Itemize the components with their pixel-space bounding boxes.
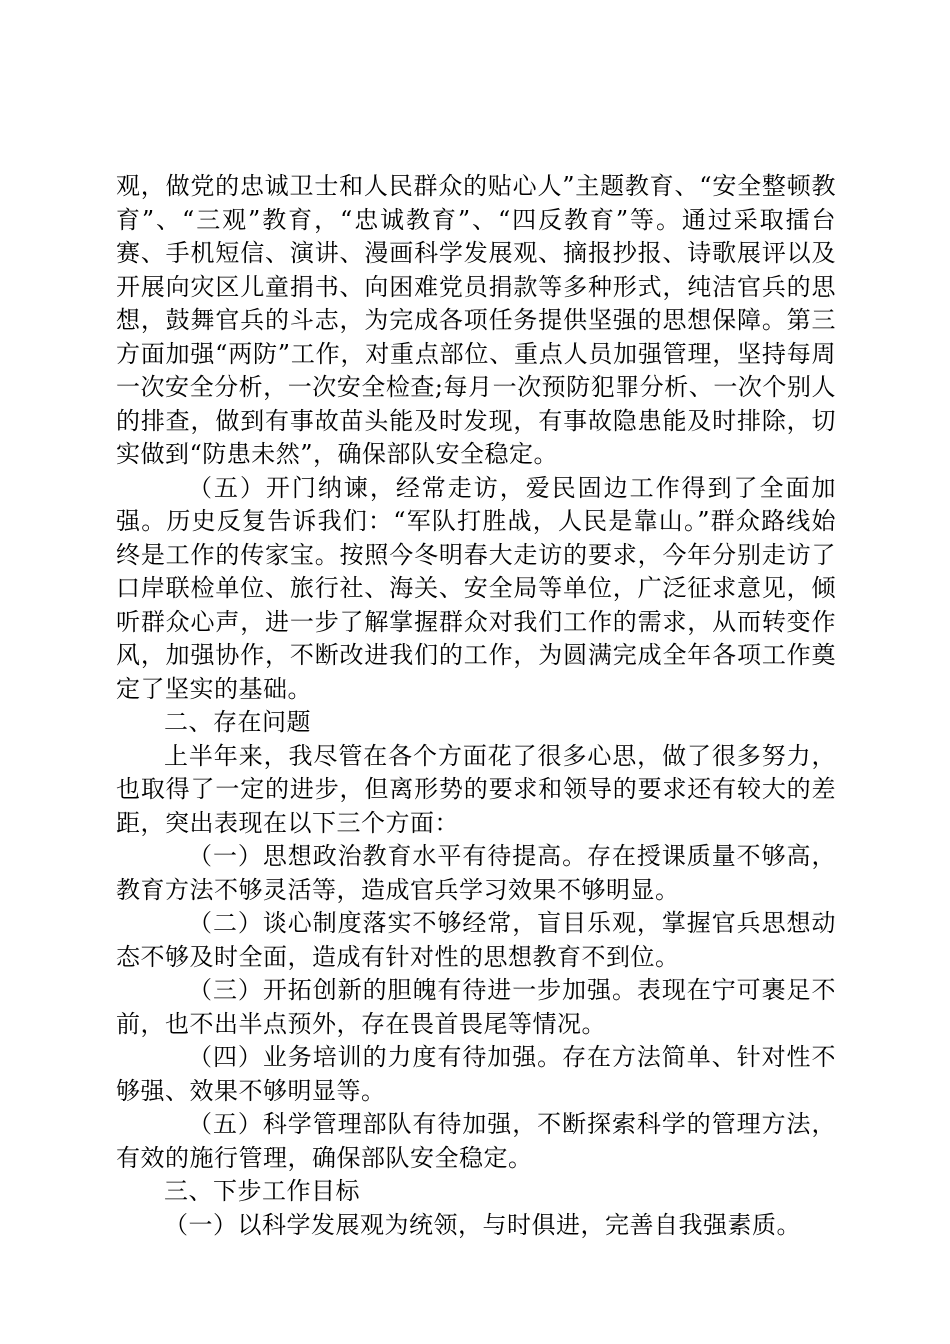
paragraph-problem-five: （五）科学管理部队有待加强，不断探索科学的管理方法，有效的施行管理，确保部队安全稳定。 [116,1110,836,1172]
paragraph-education-continued: 观，做党的忠诚卫士和人民群众的贴心人”主题教育、“安全整顿教育”、“三观”教育，“忠诚教育”、“四反教育”等。通过采取擂台赛、手机短信、演讲、漫画科学发展观、摘报抄报、诗歌展评以及开展向灾区儿童捐书、向困难党员捐款等多种形式，纯洁官兵的思想，鼓舞官兵的斗志，为完成各项任务提供坚强的思想保障。第三方面加强“两防”工作，对重点部位、重点人员加强管理，坚持每周一次安全分析，一次安全检查;每月一次预防犯罪分析、一次个别人的排查，做到有事故苗头能及时发现，有事故隐患能及时排除，切实做到“防患未然”，确保部队安全稳定。 [116,172,836,468]
section-heading-next-goals: 三、下步工作目标 [164,1177,360,1205]
paragraph-problem-one: （一）思想政治教育水平有待提高。存在授课质量不够高，教育方法不够灵活等，造成官兵学习效果不够明显。 [116,842,836,904]
paragraph-problem-two: （二）谈心制度落实不够经常，盲目乐观，掌握官兵思想动态不够及时全面，造成有针对性的思想教育不到位。 [116,909,836,971]
paragraph-problem-four: （四）业务培训的力度有待加强。存在方法简单、针对性不够强、效果不够明显等。 [116,1043,836,1105]
paragraph-goal-one: （一）以科学发展观为统领，与时俱进，完善自我强素质。 [164,1210,801,1239]
paragraph-five-open-consultation: （五）开门纳谏，经常走访，爱民固边工作得到了全面加强。历史反复告诉我们：“军队打胜战，人民是靠山。”群众路线始终是工作的传家宝。按照今冬明春大走访的要求，今年分别走访了口岸联检单位、旅行社、海关、安全局等单位，广泛征求意见，倾听群众心声，进一步了解掌握群众对我们工作的需求，从而转变作风，加强协作，不断改进我们的工作，为圆满完成全年各项工作奠定了坚实的基础。 [116,473,836,703]
document-body [116,170,836,1242]
paragraph-problems-intro: 上半年来，我尽管在各个方面花了很多心思，做了很多努力，也取得了一定的进步，但离形势的要求和领导的要求还有较大的差距，突出表现在以下三个方面： [116,741,836,837]
section-heading-existing-problems: 二、存在问题 [164,708,311,736]
paragraph-problem-three: （三）开拓创新的胆魄有待进一步加强。表现在宁可裹足不前，也不出半点预外，存在畏首畏尾等情况。 [116,976,836,1038]
